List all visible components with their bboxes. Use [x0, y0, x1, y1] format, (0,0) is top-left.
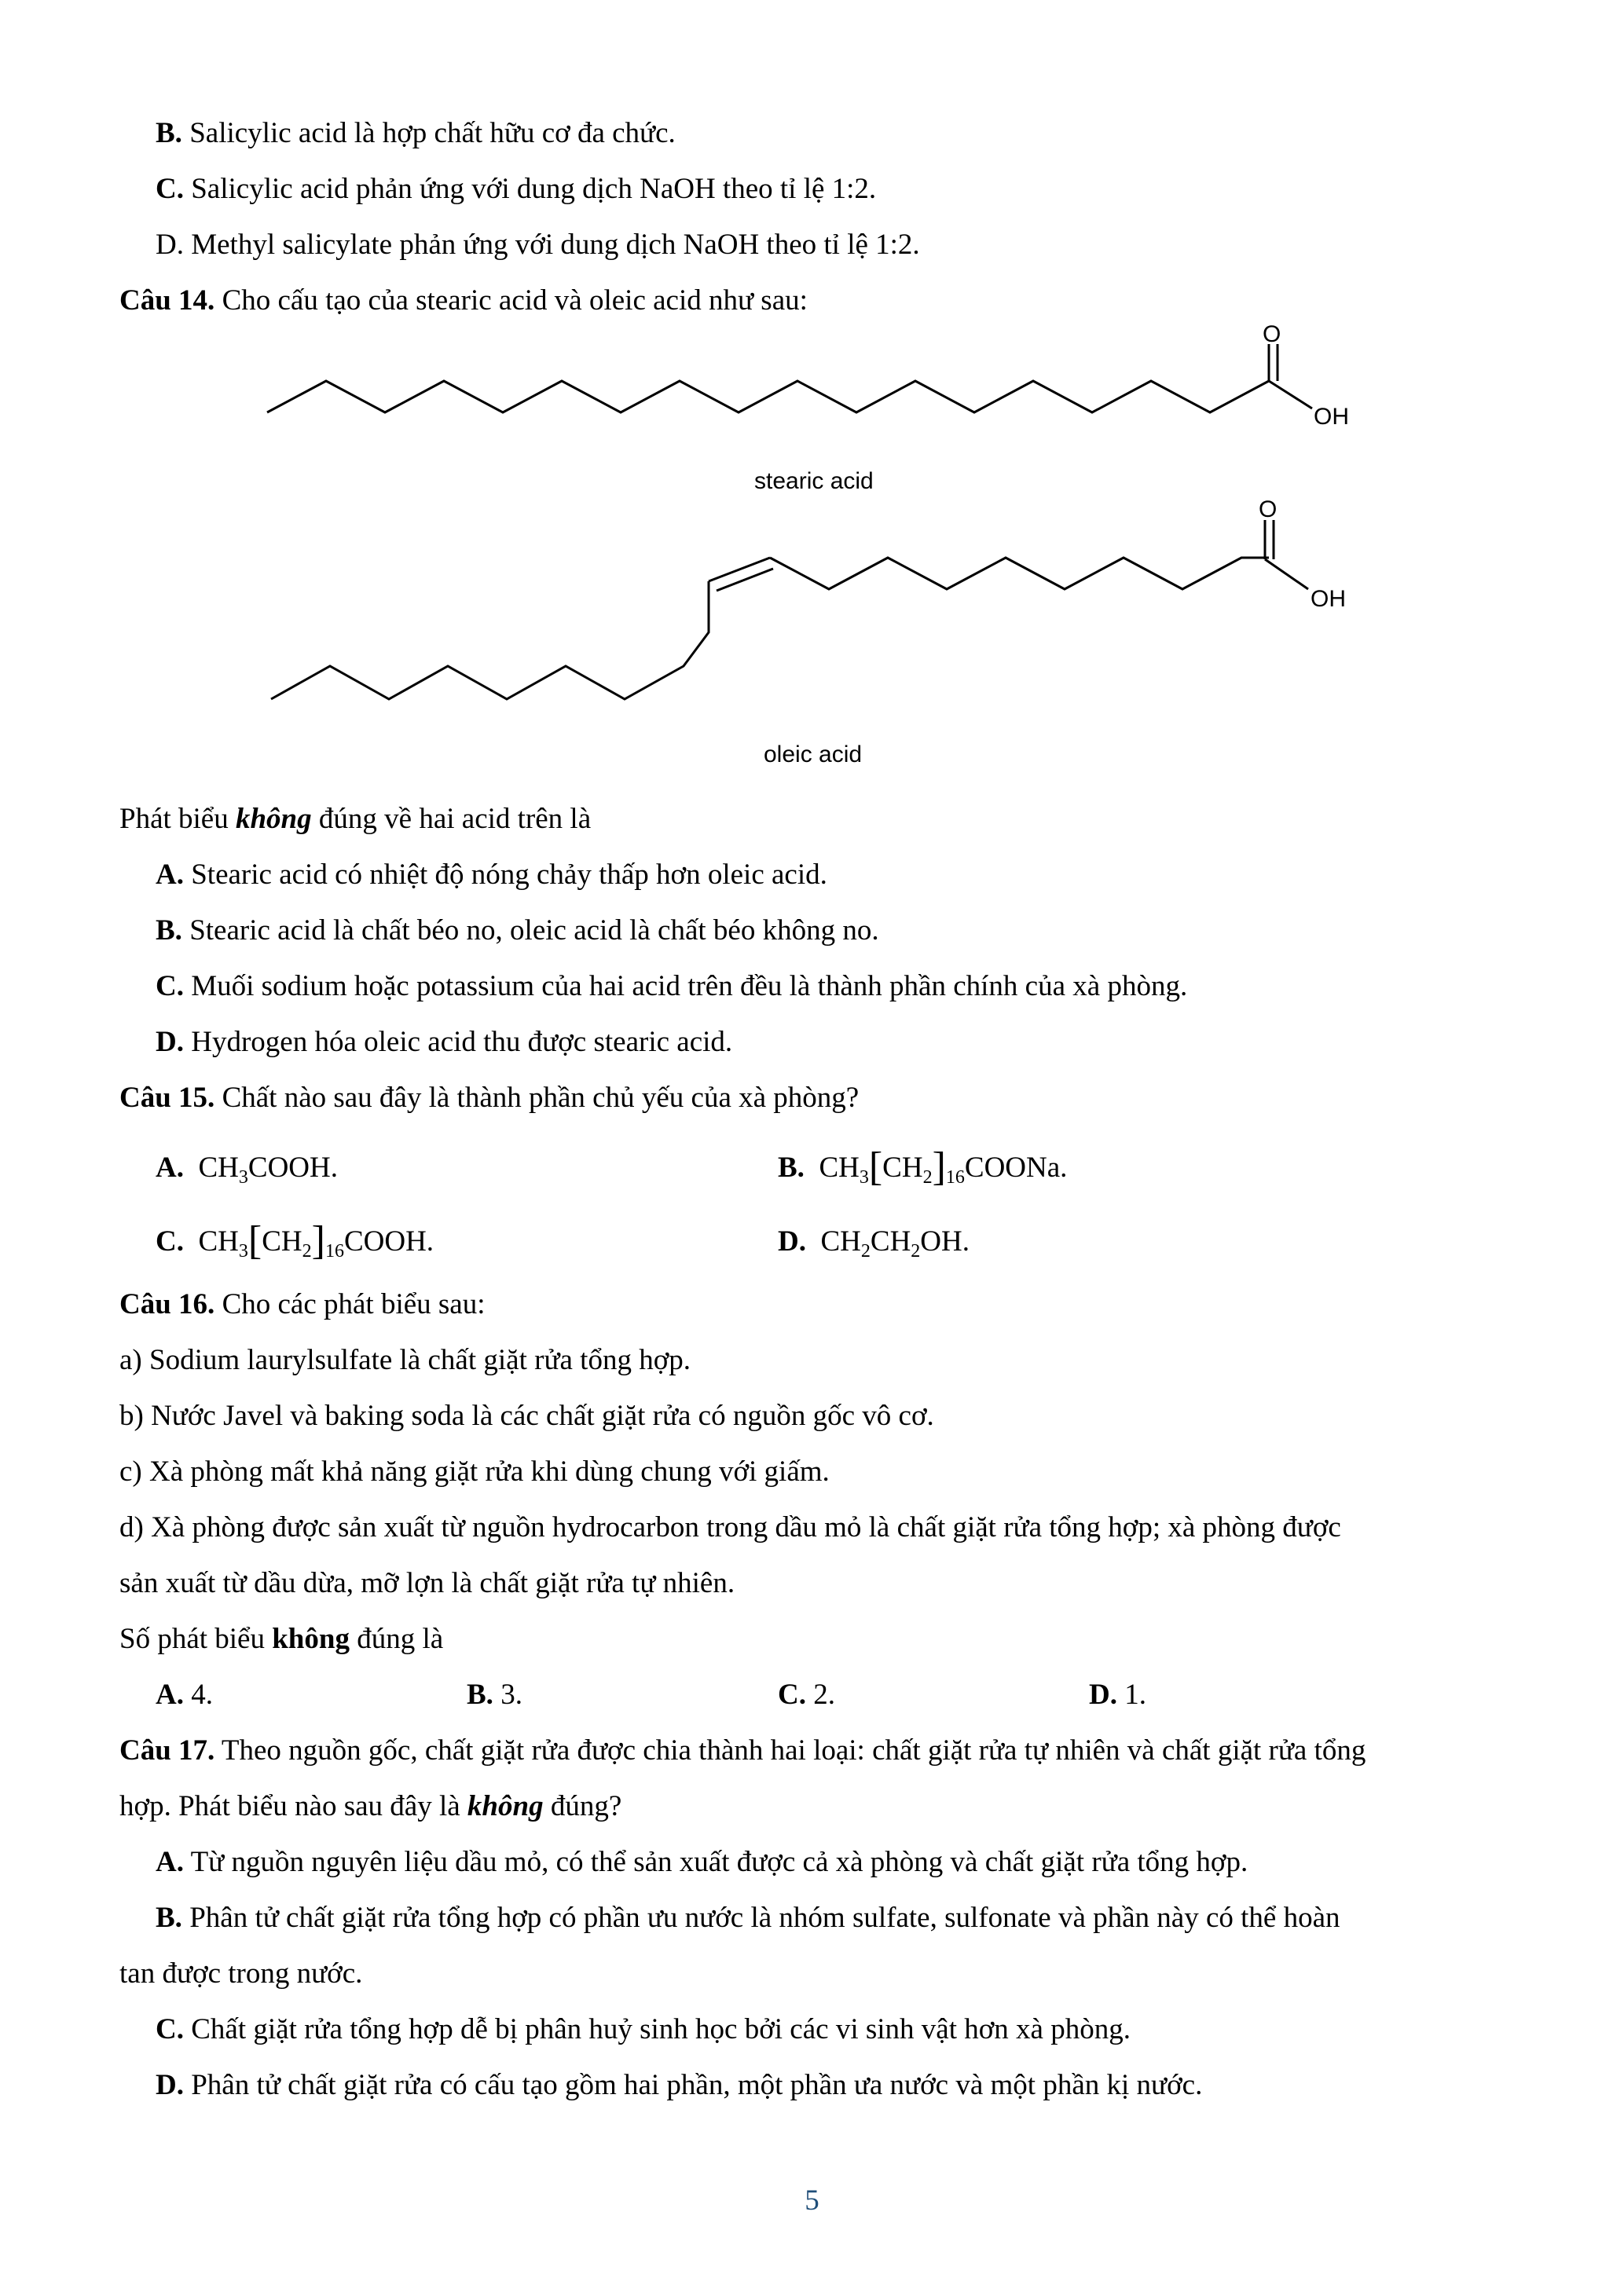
q16-statement-d-cont: sản xuất từ dầu dừa, mỡ lợn là chất giặt rửa tự nhiên.	[119, 1567, 735, 1599]
oleic-oxygen-label: O	[1259, 496, 1278, 522]
q13-option-d: D. Methyl salicylate phản ứng với dung dịch NaOH theo tỉ lệ 1:2.	[156, 229, 920, 261]
stearic-acid-structure	[236, 321, 1414, 511]
q14-option-c: C. Muối sodium hoặc potassium của hai acid trên đều là thành phần chính của xà phòng.	[156, 970, 1188, 1002]
q16-option-b: B. 3.	[467, 1679, 522, 1711]
stearic-carbon-chain	[267, 381, 1269, 412]
q17-option-c: C. Chất giặt rửa tổng hợp dễ bị phân huỷ sinh học bởi các vi sinh vật hơn xà phòng.	[156, 2013, 1131, 2045]
q14-option-a: A. Stearic acid có nhiệt độ nóng chảy thấp hơn oleic acid.	[156, 859, 827, 891]
q17-stem-line-1: Câu 17. Theo nguồn gốc, chất giặt rửa được chia thành hai loại: chất giặt rửa tự nhiên và chất giặt rửa tổng	[119, 1734, 1366, 1767]
q15-stem: Câu 15. Chất nào sau đây là thành phần chủ yếu của xà phòng?	[119, 1082, 860, 1114]
q14-option-d: D. Hydrogen hóa oleic acid thu được stearic acid.	[156, 1026, 733, 1058]
page-number: 5	[805, 2184, 819, 2217]
q16-question: Số phát biểu không đúng là	[119, 1623, 444, 1655]
stearic-oxygen-label: O	[1263, 321, 1281, 347]
oleic-acid-label: oleic acid	[764, 742, 863, 767]
q16-statement-c: c) Xà phòng mất khả năng giặt rửa khi dùng chung với giấm.	[119, 1456, 830, 1488]
q15-option-b: B. $CH_3[CH_2]_{16}COONa$.	[778, 1144, 1068, 1189]
q14-option-b: B. Stearic acid là chất béo no, oleic acid là chất béo không no.	[156, 914, 879, 947]
q17-stem-line-2: hợp. Phát biểu nào sau đây là không đúng?	[119, 1790, 622, 1822]
oleic-oh-label: OH	[1311, 586, 1346, 612]
q16-option-c: C. 2.	[778, 1679, 835, 1711]
stearic-oh-label: OH	[1314, 404, 1349, 430]
q15-option-c: C. $CH_3[CH_2]_{16}COOH$.	[156, 1218, 434, 1263]
q14-question: Phát biểu không đúng về hai acid trên là	[119, 803, 592, 835]
oleic-hydroxyl-bond	[1265, 559, 1308, 589]
q16-statement-a: a) Sodium laurylsulfate là chất giặt rửa tổng hợp.	[119, 1344, 691, 1376]
q17-option-d: D. Phân tử chất giặt rửa có cấu tạo gồm hai phần, một phần ưa nước và một phần kị nước.	[156, 2069, 1203, 2101]
q13-option-b: B. Salicylic acid là hợp chất hữu cơ đa chức.	[156, 117, 676, 149]
q16-statement-d: d) Xà phòng được sản xuất từ nguồn hydrocarbon trong dầu mỏ là chất giặt rửa tổng hợp; xà phòng được	[119, 1511, 1341, 1543]
q16-statement-b: b) Nước Javel và baking soda là các chất giặt rửa có nguồn gốc vô cơ.	[119, 1400, 934, 1432]
oleic-tail-chain	[271, 581, 709, 699]
q16-option-d: D. 1.	[1089, 1679, 1146, 1711]
oleic-acid-structure	[236, 496, 1414, 785]
q17-option-a: A. Từ nguồn nguyên liệu dầu mỏ, có thể sản xuất được cả xà phòng và chất giặt rửa tổng hợp.	[156, 1846, 1248, 1878]
q15-option-a: A. $CH_3COOH$.	[156, 1152, 338, 1188]
q15-option-d: D. $CH_2CH_2OH$.	[778, 1225, 970, 1262]
q16-option-a: A. 4.	[156, 1679, 213, 1711]
oleic-cis-double-bond-2	[717, 569, 773, 591]
q17-option-b-cont: tan được trong nước.	[119, 1957, 363, 1990]
oleic-head-chain	[770, 558, 1269, 589]
oleic-cis-double-bond-1	[709, 558, 770, 581]
stearic-hydroxyl-bond	[1269, 381, 1312, 408]
stearic-acid-label: stearic acid	[754, 468, 874, 494]
q17-option-b: B. Phân tử chất giặt rửa tổng hợp có phần ưu nước là nhóm sulfate, sulfonate và phần này có thể hoàn	[156, 1902, 1340, 1934]
q13-option-c: C. Salicylic acid phản ứng với dung dịch NaOH theo tỉ lệ 1:2.	[156, 173, 877, 205]
q14-stem: Câu 14. Cho cấu tạo của stearic acid và oleic acid như sau:	[119, 284, 808, 317]
q16-stem: Câu 16. Cho các phát biểu sau:	[119, 1288, 486, 1320]
